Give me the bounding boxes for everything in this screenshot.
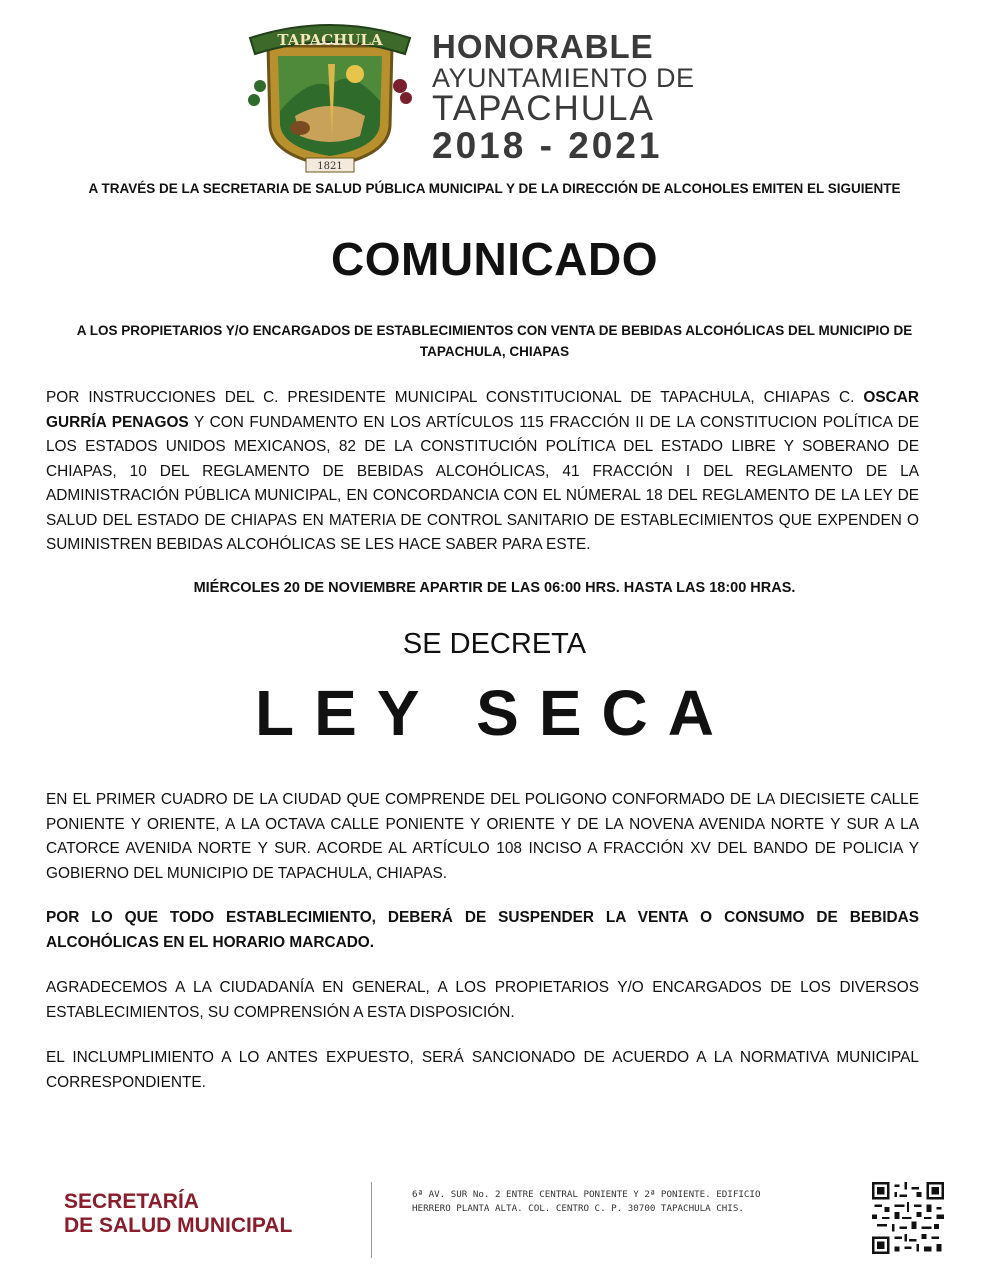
footer-divider — [371, 1182, 372, 1258]
title-line-ayuntamiento: AYUNTAMIENTO DE — [432, 63, 695, 93]
brand-line-2: DE SALUD MUNICIPAL — [64, 1214, 293, 1237]
council-title — [432, 30, 732, 166]
issuer-subheading: A TRAVÉS DE LA SECRETARIA DE SALUD PÚBLICA MUNICIPAL Y DE LA DIRECCIÓN DE ALCOHOLES EMITEN EL SIGUIENTE — [88, 181, 901, 196]
ley-seca-heading: LEY SECA — [255, 677, 734, 749]
legal-basis-paragraph — [46, 386, 919, 558]
crest-banner-text: TAPACHULA — [277, 31, 383, 49]
title-line-period: 2018 - 2021 — [432, 125, 663, 166]
brand-line-1: SECRETARÍA — [64, 1190, 199, 1213]
date-time-line: MIÉRCOLES 20 DE NOVIEMBRE APARTIR DE LAS 06:00 HRS. HASTA LAS 18:00 HRAS. — [193, 580, 796, 596]
address-line-1: 6ª AV. SUR No. 2 ENTRE CENTRAL PONIENTE Y 2ª PONIENTE. EDIFICIO — [412, 1189, 761, 1200]
legal-basis-intro: POR INSTRUCCIONES DEL C. PRESIDENTE MUNICIPAL CONSTITUCIONAL DE TAPACHULA, CHIAPAS C. — [46, 389, 864, 406]
tapachula-crest-logo — [240, 16, 420, 174]
mayor-name: OSCAR GURRÍA PENAGOS — [46, 389, 919, 431]
recipients-line: A LOS PROPIETARIOS Y/O ENCARGADOS DE ESTABLECIMIENTOS CON VENTA DE BEBIDAS ALCOHÓLICAS DEL MUNICIPIO DE TAPACHULA, CHIAPAS — [76, 323, 913, 359]
zone-paragraph: EN EL PRIMER CUADRO DE LA CIUDAD QUE COMPRENDE DEL POLIGONO CONFORMADO DE LA DIECISIETE CALLE PONIENTE Y ORIENTE, A LA OCTAVA CALLE PONIENTE Y ORIENTE Y DE LA NOVENA AVENIDA NORTE Y SUR A LA CATORCE AVENIDA NORTE Y SUR. ACORDE AL ARTÍCULO 108 INCISO A FRACCIÓN XV DEL BANDO DE POLICIA Y GOBIERNO DEL MUNICIPIO DE TAPACHULA, CHIAPAS. — [46, 791, 919, 882]
qr-code-icon — [872, 1182, 944, 1254]
thanks-paragraph: AGRADECEMOS A LA CIUDADANÍA EN GENERAL, A LOS PROPIETARIOS Y/O ENCARGADOS DE LOS DIVERSOS ESTABLECIMIENTOS, SU COMPRENSIÓN A ESTA DISPOSICIÓN. — [46, 979, 919, 1021]
decree-label: SE DECRETA — [402, 628, 587, 660]
document-heading: COMUNICADO — [331, 233, 658, 285]
sanction-paragraph: EL INCLUMPLIMIENTO A LO ANTES EXPUESTO, SERÁ SANCIONADO DE ACUERDO A LA NORMATIVA MUNICIPAL CORRESPONDIENTE. — [46, 1049, 919, 1091]
health-secretariat-brand — [64, 1190, 292, 1238]
office-address — [412, 1188, 832, 1216]
crest-year: 1821 — [317, 161, 343, 172]
suspension-paragraph: POR LO QUE TODO ESTABLECIMIENTO, DEBERÁ DE SUSPENDER LA VENTA O CONSUMO DE BEBIDAS ALCOHÓLICAS EN EL HORARIO MARCADO. — [46, 909, 919, 951]
document-header — [0, 8, 989, 176]
title-line-city: TAPACHULA — [432, 89, 655, 128]
legal-basis-body: Y CON FUNDAMENTO EN LOS ARTÍCULOS 115 FRACCIÓN II DE LA CONSTITUCION POLÍTICA DE LOS ESTADOS UNIDOS MEXICANOS, 82 DE LA CONSTITUCIÓN POLÍTICA DEL ESTADO LIBRE Y SOBERANO DE CHIAPAS, 10 DEL REGLAMENTO DE BEBIDAS ALCOHÓLICAS, 41 FRACCIÓN I DEL REGLAMENTO DE LA ADMINISTRACIÓN PÚBLICA MUNICIPAL, EN CONCORDANCIA CON EL NÚMERAL 18 DEL REGLAMENTO DE LA LEY DE SALUD DEL ESTADO DE CHIAPAS EN MATERIA DE CONTROL SANITARIO DE ESTABLECIMIENTOS QUE EXPENDEN O SUMINISTREN BEBIDAS ALCOHÓLICAS SE LES HACE SABER PARA ESTE. — [46, 413, 919, 553]
title-line-honorable: HONORABLE — [432, 28, 654, 65]
address-line-2: HERRERO PLANTA ALTA. COL. CENTRO C. P. 30700 TAPACHULA CHIS. — [412, 1203, 744, 1214]
